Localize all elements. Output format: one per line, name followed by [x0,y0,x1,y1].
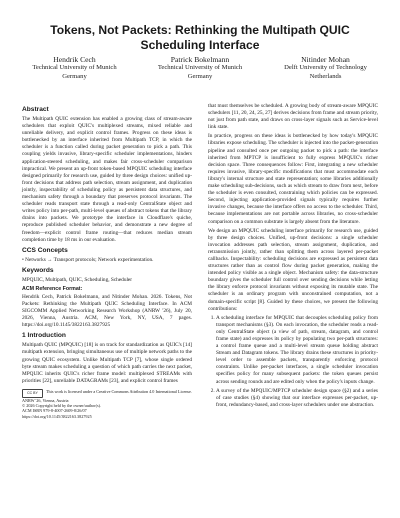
body-paragraph: that must themselves be scheduled. A growing body of stream-aware MPQUIC schedulers [11, 20, 24, 25, 27] derives decisions from frame and stream priority, not just from path state, and draws on cross-layer signals such as Service-level link state. [208,103,378,131]
reference-format-text: Hendrik Cech, Patrick Bokelmann, and Nitinder Mohan. 2026. Tokens, Not Packets: Rethinking the Multipath QUIC Scheduling Interface. In ACM SIGCOMM Applied Networking Research Workshop (ANRW '26), July 20, 2026, Vienna, Austria. ACM, New York, NY, USA, 7 pages. https://doi.org/10.1145/3822163.3827925 [22,293,192,329]
author-country: Netherlands [309,72,342,80]
license-text: This work is licensed under a Creative Commons Attribution 4.0 International License. [46,388,192,394]
footer-venue: ANRW '26, Vienna, Austria [22,397,69,403]
author-2 [138,56,263,81]
paper-title: Tokens, Not Packets: Rethinking the Multipath QUIC Scheduling Interface [50,23,350,52]
contribution-list [208,315,378,409]
ccs-heading: CCS Concepts [22,246,68,254]
contribution-item: 1. A scheduling interface for MPQUIC that decouples scheduling policy from transport mechanisms (§3). On each invocation, the scheduler reads a read-only CentralState object (a view of path, stream, datagram, and control frame state) and expresses its policy by populating two per-path structures: a control frame queue and a multi-level stream queue holding abstract Stream and Datagram tokens. The library drains these structures in priority-level order to assemble packets, transparently enforcing protocol constraints. Unlike per-packet interfaces, a single scheduler invocation specifies policy for many subsequent packets: the token queues persist across sending rounds and are edited only when the policy's inputs change. [216,315,378,386]
author-country: Germany [187,72,213,80]
intro-text: Multipath QUIC (MPQUIC) [18] is on track for standardization as QUIC's [14] multipath extension, bringing simultaneous use of multiple network paths to the growing QUIC ecosystem. Unlike Multipath TCP [7], whose single ordered byte stream makes scheduling a question of which path carries the next packet, MPQUIC inherits QUIC's richer frame model: multiplexed STREAMs with priorities [22], unreliable DATAGRAMs [23], and explicit control frames [22,342,192,384]
author-country: Germany [62,72,87,80]
author-affiliation: Delft University of Technology [284,64,367,72]
license-footer [22,389,192,398]
keywords-heading: Keywords [22,266,54,274]
author-affiliation: Technical University of Munich [32,64,117,72]
body-paragraph: In practice, progress on these ideas is bottlenecked by how today's MPQUIC libraries expose scheduling. The scheduler is injected into the packet-generation pipeline and consulted once per outgoing packet to pick a path: the interface inherited from MPTCP is insufficient to fully express MPQUIC's richer decision space. Three consequences follow: First, integrating a new scheduler requires invasive, library-specific modifications that must accommodate each library's internal structure and state representation; some libraries additionally make scheduling sub-decisions, such as which stream to draw from next, before the scheduler is even consulted, constraining which policies can be expressed. Second, injecting application-provided signals typically requires further invasive changes, because the interface offers no access to the scheduler. Third, because implementations are not portable across libraries, no cross-scheduler comparison on a common substrate is largely absent from the literature. [208,133,378,225]
left-column [22,103,192,419]
author-name: Nitinder Mohan [301,55,350,64]
author-name: Patrick Bokelmann [170,55,230,64]
author-affiliation: Technical University of Munich [157,64,243,72]
abstract-text: The Multipath QUIC extension has enabled a growing class of stream-aware schedulers that exploit QUIC's multiplexed streams, mixed reliable and unreliable delivery, and explicit control frames. Progress on these ideas is bottlenecked by an interface inherited from Multipath TCP, in which the scheduler is a function called during packet generation to pick a path. This coupling yields invasive, library-specific scheduler implementations, hinders application-steered scheduling, and makes fair cross-scheduler comparison impractical. We present an up-front token-based MPQUIC scheduling interface designed primarily for research use, guided by three design choices: unified up-front decisions that address path selection, stream assignment, and duplication jointly, inspectability of scheduling policy as persistent data structures, and mechanism safety through a boundary that preserves protocol invariants. The scheduler reads transport state through a read-only CentralState object and writes policy into per-path, multi-level queues of abstract tokens that the library drains into packets. We prototype the interface in Cloudflare's quiche, reproduce published scheduler behavior, and demonstrate a new degree of freedom—explicit control frame routing—that reduces median stream completion time by 18 ms in our evaluation. [22,116,192,243]
footer-copyright: © 2026 Copyright held by the owner/author(s). [22,403,102,409]
abstract-heading: Abstract [22,106,49,113]
author-1 [12,56,137,81]
reference-format-heading: ACM Reference Format: [22,285,83,292]
keywords-text: MPQUIC, Multipath, QUIC, Scheduling, Scheduler [22,276,133,283]
intro-heading: 1 Introduction [22,332,66,340]
author-block [12,56,388,81]
contribution-item: 2. A survey of the MPQUIC/MPTCP scheduler design space (§2) and a series of case studies (§4) showing that our interface expresses per-packet, up-front, redundancy-based, and cross-layer schedulers under one abstraction. [216,388,378,409]
author-3 [263,56,388,81]
author-name: Hendrik Cech [53,55,96,64]
ccs-text: • Networks → Transport protocols; Network experimentation. [22,256,154,263]
cc-license-badge: CC BY [22,389,43,398]
footer-isbn: ACM ISBN 979-8-4007-2609-8/26/07 [22,408,87,414]
body-paragraph: We design an MPQUIC scheduling interface primarily for research use, guided by three design choices. Unified, up-front decisions: a single scheduler invocation addresses path selection, stream assignment, duplication, and retransmission jointly, rather than splitting them across layered per-packet callbacks. Inspectability: scheduling decisions are expressed as persistent data structures rather than as control flow during packet generation, making the intended policy visible as a single object. Mechanism safety: the data-structure boundary gives the scheduler full control over sending decisions while letting the library enforce protocol invariants without exposing its mutable state. The scheduler is an ordinary program with unconstrained computation, not a domain-specific script [8]. Guided by these choices, we present the following contributions: [208,227,378,312]
right-column [208,103,378,411]
footer-doi-link[interactable]: https://doi.org/10.1145/3822163.3827925 [22,413,92,419]
